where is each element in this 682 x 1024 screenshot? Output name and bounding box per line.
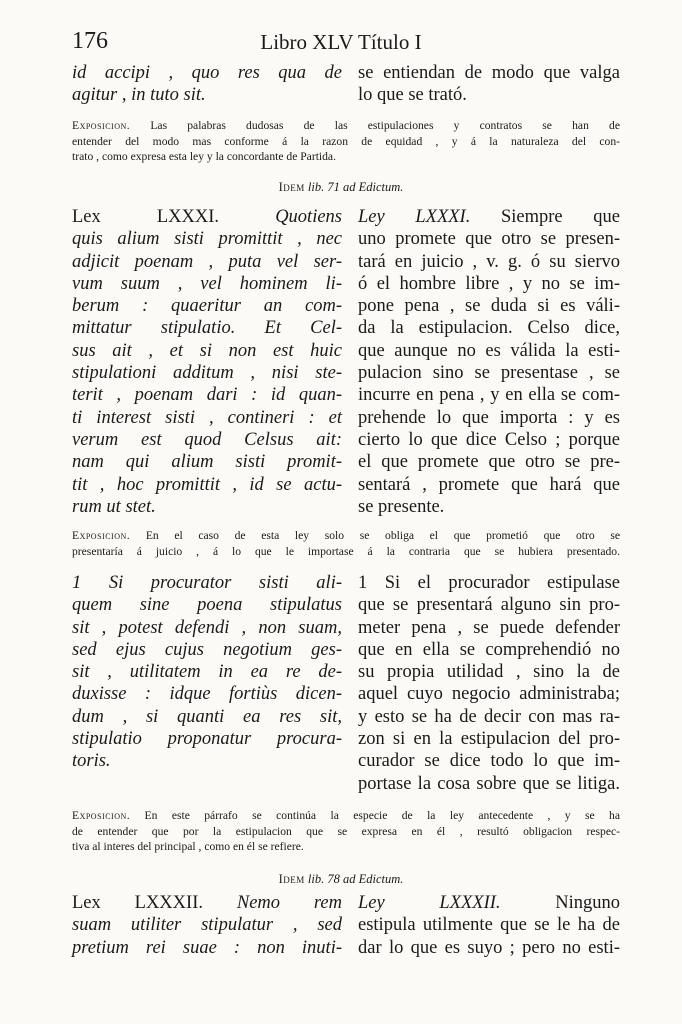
- spanish-line: sentará , promete que hará que: [358, 474, 620, 495]
- spanish-line: tará en juicio , v. g. ó su siervo: [358, 251, 620, 272]
- latin-line: duxisse : idque fortiùs dicen-: [72, 684, 342, 705]
- latin-column: [72, 892, 342, 959]
- spanish-line: que en ella se comprehendió no: [358, 639, 620, 660]
- spanish-line: se entiendan de modo que valga: [358, 63, 620, 83]
- spanish-line: pulacion sino se presentase , se: [358, 363, 620, 384]
- latin-line: toris.: [72, 751, 111, 772]
- spanish-column: [358, 206, 620, 518]
- lex-heading: Lex LXXXII. Nemo rem: [72, 893, 343, 913]
- latin-line: rum ut stet.: [72, 496, 156, 517]
- spanish-line: curador se dice todo lo que im-: [358, 751, 620, 772]
- exposicion-note: [72, 528, 620, 559]
- latin-line: berum : quaeritur an com-: [72, 296, 342, 317]
- latin-line: quem sine poena stipulatus: [72, 595, 342, 616]
- source-citation: [0, 180, 682, 195]
- latin-line: id accipi , quo res qua de: [72, 63, 342, 83]
- latin-column: [72, 62, 342, 107]
- exposicion-label: Exposicion.: [72, 529, 131, 542]
- spanish-line: el que promete que otro se pre-: [358, 452, 620, 473]
- spanish-line: lo que se trató.: [358, 85, 467, 106]
- latin-line: sed ejus cujus negotium ges-: [72, 639, 342, 660]
- latin-line: sit , utilitatem in ea re de-: [72, 662, 342, 683]
- spanish-line: prehende lo que importa : y es: [358, 407, 620, 428]
- note-line: presentaría á juicio , á lo que le importase á la contraria que se hubiera presentado.: [72, 544, 620, 558]
- latin-line: quis alium sisti promittit , nec: [72, 229, 342, 250]
- spanish-column: [358, 62, 620, 107]
- latin-line: vum suum , vel hominem li-: [72, 273, 342, 294]
- citation-ref: lib. 71 ad Edictum.: [307, 180, 404, 194]
- latin-line: sit , potest defendi , non suam,: [72, 617, 342, 638]
- page-number: 176: [72, 28, 108, 54]
- latin-line: sus ait , et si non est huic: [72, 340, 342, 361]
- exposicion-label: Exposicion.: [72, 809, 131, 822]
- note-text: En el caso de esta ley solo se obliga el que prometió que otro se: [130, 529, 620, 542]
- note-line: tiva al interes del principal , como en él se refiere.: [72, 840, 304, 853]
- lex-heading: Lex LXXXI. Quotiens: [72, 207, 342, 227]
- page-header: [0, 28, 682, 58]
- latin-line: dum , si quanti ea res sit,: [72, 706, 342, 727]
- citation-author: Idem: [278, 872, 305, 886]
- latin-line: terit , poenam dari : id quan-: [72, 385, 342, 406]
- spanish-line: incurre en pena , y en ella se com-: [358, 385, 620, 406]
- latin-line: ti interest sisti , contineri : et: [72, 407, 342, 428]
- citation-author: Idem: [278, 180, 305, 194]
- spanish-line: 1 Si el procurador estipulase: [358, 573, 620, 593]
- note-text: Las palabras dudosas de las estipulaciones y contratos se han de: [130, 119, 620, 132]
- ley-heading: Ley LXXXII. Ninguno: [358, 893, 620, 913]
- latin-line: pretium rei suae : non inuti-: [72, 937, 342, 958]
- latin-line: 1 Si procurator sisti ali-: [72, 573, 342, 593]
- latin-line: stipulatio proponatur procura-: [72, 729, 342, 750]
- spanish-column: [358, 892, 620, 959]
- latin-line: suam utiliter stipulatur , sed: [72, 915, 342, 936]
- spanish-column: [358, 572, 620, 795]
- note-line: entender del modo mas conforme á la razon de equidad , y á la naturaleza del con-: [72, 134, 620, 148]
- spanish-line: y esto se ha de decir con mas ra-: [358, 706, 620, 727]
- note-line: de entender que por la estipulacion que se expresa en él , resultó obligacion respec-: [72, 824, 620, 838]
- note-text: En este párrafo se continúa la especie de la ley antecedente , y se ha: [130, 809, 620, 822]
- latin-line: mittatur stipulatio. Et Cel-: [72, 318, 342, 339]
- spanish-line: uno promete que otro se presen-: [358, 229, 620, 250]
- exposicion-note: [72, 808, 620, 855]
- spanish-line: meter pena , se puede defender: [358, 617, 620, 638]
- spanish-line: su propia utilidad , sino la de: [358, 662, 620, 683]
- latin-line: agitur , in tuto sit.: [72, 85, 206, 106]
- spanish-line: estipula utilmente que se le ha de: [358, 915, 620, 936]
- latin-line: stipulationi additum , nisi ste-: [72, 363, 342, 384]
- spanish-line: dar lo que es suyo ; pero no esti-: [358, 937, 620, 958]
- latin-line: adjicit poenam , puta vel ser-: [72, 251, 342, 272]
- exposicion-note: [72, 118, 620, 165]
- spanish-line: que aunque no es válida la esti-: [358, 340, 620, 361]
- exposicion-label: Exposicion.: [72, 119, 131, 132]
- latin-column: [72, 206, 342, 518]
- spanish-line: pone pena , se duda si es váli-: [358, 296, 620, 317]
- ley-heading: Ley LXXXI. Siempre que: [358, 207, 620, 227]
- spanish-line: que se presentará alguno sin pro-: [358, 595, 620, 616]
- latin-line: nam qui alium sisti promit-: [72, 452, 342, 473]
- latin-line: verum est quod Celsus ait:: [72, 429, 342, 450]
- spanish-line: se presente.: [358, 496, 445, 517]
- latin-line: tit , hoc promittit , id se actu-: [72, 474, 342, 495]
- spanish-line: zon si en la estipulacion del pro-: [358, 729, 620, 750]
- spanish-line: portase la cosa sobre que se litiga.: [358, 773, 620, 794]
- running-title: Libro XLV Título I: [260, 30, 422, 54]
- spanish-line: aquel cuyo negocio administraba;: [358, 684, 620, 705]
- note-line: trato , como expresa esta ley y la concordante de Partida.: [72, 150, 336, 163]
- source-citation: [0, 872, 682, 887]
- citation-ref: lib. 78 ad Edictum.: [307, 872, 404, 886]
- spanish-line: da la estipulacion. Celso dice,: [358, 318, 620, 339]
- spanish-line: cierto lo que dice Celso ; porque: [358, 429, 620, 450]
- latin-column: [72, 572, 342, 773]
- spanish-line: ó el hombre libre , y no se im-: [358, 273, 620, 294]
